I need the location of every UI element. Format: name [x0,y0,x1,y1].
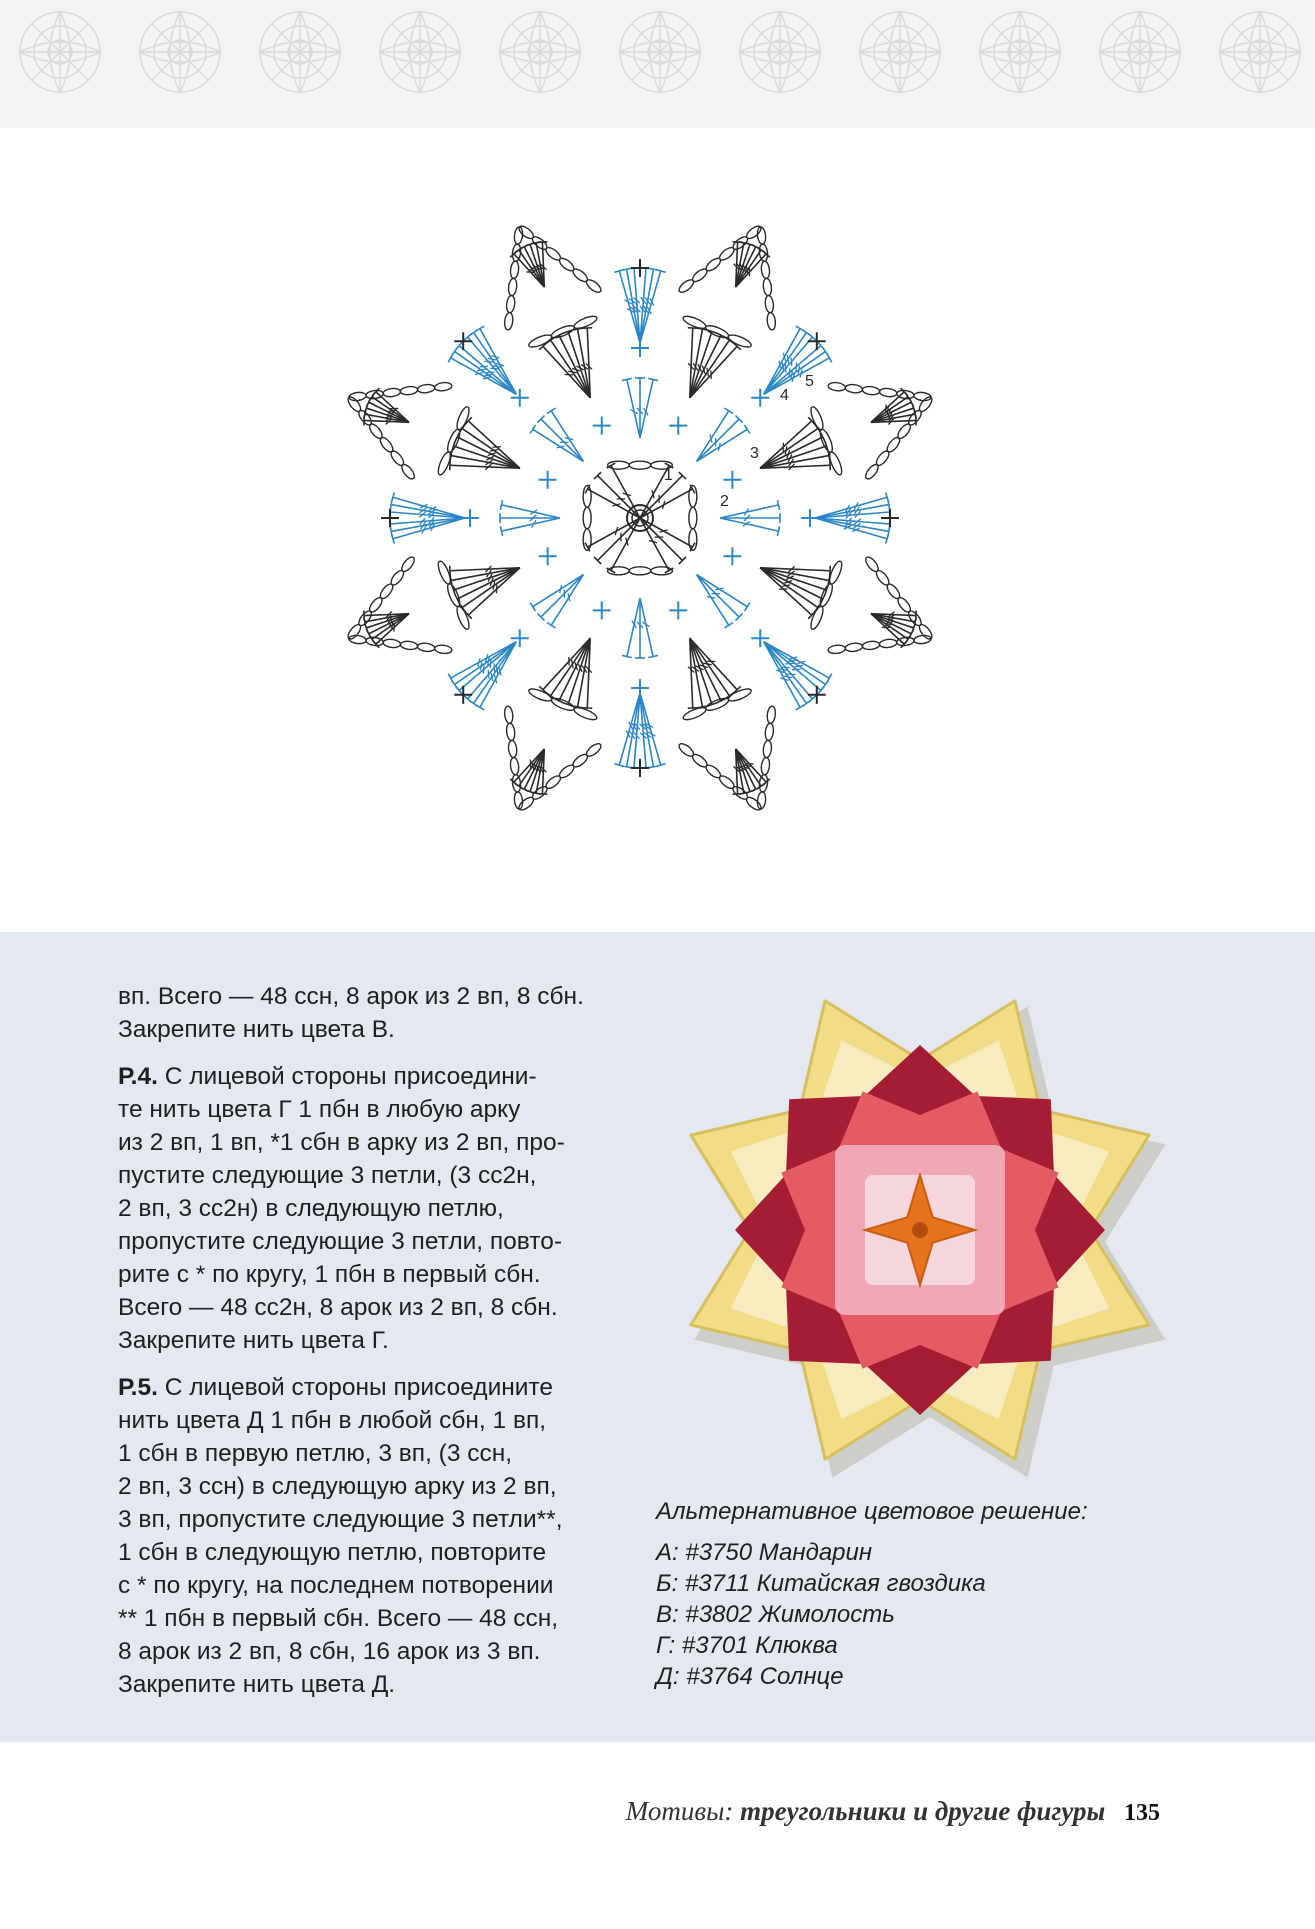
color-item: А: #3750 Мандарин [656,1539,873,1566]
text-line: 1 сбн в следующую петлю, повторите [118,1539,547,1566]
stitch-bar [490,450,498,452]
row3-tail [118,980,628,1046]
chain-stitch [677,741,695,758]
footer-topic: треугольники и другие фигуры [740,1796,1106,1826]
chain-stitch [862,386,880,396]
chain-stitch [845,642,863,652]
motif-center-hole [912,1222,928,1238]
chain-stitch [550,696,576,713]
chain-stitch [879,638,897,648]
chain-stitch [689,507,697,529]
row5-instructions [118,1371,628,1701]
stitch-stem [559,335,590,398]
stitch-bar [490,659,491,667]
stitch-stem [697,429,748,461]
stitch-bar [798,366,800,374]
chain-stitch [760,757,770,775]
chain-stitch [762,278,772,296]
chain-stitch [766,312,776,330]
chain-stitch [383,638,401,648]
stitch-top [745,602,750,610]
stitch-stem [760,437,823,468]
stitch-stem [640,379,653,438]
stitch-stem [533,429,584,461]
pattern-text [118,980,628,1715]
text-line: 3 вп, пропустите следующие 3 петли**, [118,1506,563,1533]
stitch-bar [488,670,489,678]
color-item: Г: #3701 Клюква [656,1632,838,1659]
chain-stitch [508,740,518,758]
stitch-bar [715,588,723,590]
stitch-stem [543,346,590,398]
stitch-bar [568,593,570,601]
chain-stitch [434,644,452,654]
stitch-top [500,526,502,536]
stitch-stem [627,598,640,657]
chain-stitch [704,696,730,713]
stitch-top [796,705,805,710]
chain-stitch [584,278,602,295]
stitch-bar [792,669,800,670]
chain-stitch [510,261,520,279]
chain-stitch [383,388,401,398]
stitch-bar [785,446,787,454]
stitch-bar [484,361,492,362]
stitch-bar [568,371,576,373]
stitch-top [530,425,535,433]
stitch-top [622,378,632,380]
stitch-bar [787,355,789,363]
chain-stitch [504,312,514,330]
stitch-stem [690,335,721,398]
chain-stitch [527,333,553,350]
stitch-top [622,655,632,657]
row-number-label: 3 [750,445,759,462]
text-line: С лицевой стороны присоедини- [157,1063,537,1090]
chain-stitch [508,278,518,296]
color-item: Д: #3764 Солнце [656,1663,844,1690]
stitch-top [448,674,453,683]
stitch-stem [551,411,583,462]
stitch-bar [781,667,789,668]
text-line: ** 1 пбн в первый сбн. Всего — 48 ссн, [118,1605,559,1632]
stitch-stem [457,568,520,599]
chain-stitch [455,405,472,431]
text-line: 8 арок из 2 вп, 8 сбн, 16 арок из 3 вп. [118,1638,541,1665]
text-line: 1 сбн в первую петлю, 3 вп, (3 ссн, [118,1440,513,1467]
text-line: пустите следующие 3 петли, (3 сс2н, [118,1162,537,1189]
text-line: Закрепите нить цвета Г. [118,1327,389,1354]
alternative-colors [656,1496,1176,1692]
chain-stitch [417,642,435,652]
stitch-stem [541,575,583,617]
stitch-bar [791,357,792,365]
row-number-label: 5 [805,373,814,390]
stitch-top [500,500,502,510]
stitch-stem [760,568,812,615]
text-line: вп. Всего — 48 ссн, 8 арок из 2 вп, 8 сбн. [118,983,584,1010]
text-line: 2 вп, 3 сс2н) в следующую петлю, [118,1195,504,1222]
chain-stitch [879,388,897,398]
stitch-stem [543,638,590,690]
stitch-stem [551,575,583,626]
stitch-stem [468,421,520,468]
stitch-top [777,526,779,536]
stitch-bar [787,660,795,662]
stitch-stem [697,419,739,461]
stitch-bar [707,596,715,598]
stitch-bar [560,585,562,593]
text-line: те нить цвета Г 1 пбн в любую арку [118,1096,521,1123]
chain-stitch [809,605,826,631]
chain-stitch [863,462,880,480]
chain-stitch [762,740,772,758]
row-number-label: 4 [780,387,789,404]
stitch-bar [710,434,712,442]
text-line: Закрепите нить цвета В. [118,1016,395,1043]
stitch-bar [572,660,574,668]
stitch-top [724,623,732,628]
chain-stitch [828,644,846,654]
lace-ornament [0,0,1315,128]
row-number-label: 2 [720,493,729,510]
stitch-top [827,354,832,363]
stitch-bar [493,581,495,589]
stitch-stem [457,437,520,468]
chain-stitch [400,386,418,396]
stitch-stem [468,568,520,615]
crochet-chart [300,178,980,858]
chain-stitch [766,706,776,724]
stitch-bar [480,662,482,670]
stitch-bar [494,663,495,671]
stitch-bar [479,366,487,367]
chain-stitch [504,706,514,724]
chain-stitch [506,295,516,313]
stitch-bar [556,446,564,448]
stitch-stem [640,518,682,560]
stitch-stem [697,411,729,462]
stitch-bar [782,362,784,370]
stitch-bar [490,368,498,369]
stitch-top [648,378,658,380]
stitch-stem [533,575,584,607]
motif-photo [660,980,1180,1480]
stitch-stem [720,518,779,531]
chain-stitch [727,687,753,704]
stitch-top [530,602,535,610]
stitch-stem [501,505,560,518]
stitch-bar [483,665,484,673]
stitch-stem [598,518,640,560]
chain-stitch [818,428,835,454]
chain-stitch [550,323,576,340]
chain-stitch [818,582,835,608]
chain-stitch [809,405,826,431]
chain-stitch [845,384,863,394]
chain-stitch [434,382,452,392]
stitch-stem [697,575,739,617]
alternative-title: Альтернативное цветовое решение: [656,1498,1088,1525]
stitch-stem [690,638,737,690]
text-line: Всего — 48 сс2н, 8 арок из 2 вп, 8 сбн. [118,1294,558,1321]
stitch-top [648,655,658,657]
chain-stitch [510,757,520,775]
motif-photo-svg [660,980,1180,1480]
row4-instructions [118,1060,628,1357]
color-item: В: #3802 Жимолость [656,1601,895,1628]
stitch-stem [697,575,729,626]
text-line: из 2 вп, 1 вп, *1 сбн в арку из 2 вп, про- [118,1129,565,1156]
chain-stitch [400,640,418,650]
chain-stitch [417,384,435,394]
chain-stitch [828,382,846,392]
stitch-bar [565,438,573,440]
stitch-stem [559,638,590,701]
stitch-top [476,326,485,331]
text-line: нить цвета Д 1 пбн в любой сбн, 1 вп, [118,1407,547,1434]
footer-section: Мотивы: [625,1796,734,1826]
page-footer [540,1796,1160,1836]
text-line: с * по кругу, на последнем потворении [118,1572,554,1599]
stitch-bar [789,368,790,376]
chain-stitch [400,555,417,573]
page-number: 135 [1124,1800,1160,1826]
chain-stitch [764,295,774,313]
stitch-stem [760,568,823,599]
stitch-stem [690,638,721,701]
chain-stitch [764,723,774,741]
stitch-top [724,408,732,413]
chain-stitch [506,723,516,741]
stitch-stem [640,476,682,518]
stitch-bar [784,676,792,678]
chain-stitch [445,428,462,454]
stitch-stem [690,346,737,398]
stitch-top [745,425,750,433]
chain-stitch [455,605,472,631]
stitch-stem [697,575,748,607]
stitch-bar [707,368,709,376]
text-line: 2 вп, 3 ссн) в следующую арку из 2 вп, [118,1473,557,1500]
header-ornament-band [0,0,1315,128]
row-number-label: 1 [664,467,673,484]
crochet-chart-svg [300,178,980,858]
stitch-stem [598,476,640,518]
chain-stitch [704,323,730,340]
stitch-bar [703,663,711,665]
stitch-bar [491,673,493,681]
stitch-stem [760,421,812,468]
stitch-bar [496,665,498,673]
stitch-top [777,500,779,510]
stitch-bar [785,364,786,372]
stitch-top [547,408,555,413]
stitch-bar [486,372,494,373]
chain-stitch [760,261,770,279]
row5-label: Р.5. [118,1374,158,1401]
chain-stitch [527,687,553,704]
stitch-bar [785,663,793,664]
color-item: Б: #3711 Китайская гвоздика [656,1570,986,1597]
stitch-bar [477,369,485,371]
chain-stitch [629,461,651,469]
chain-stitch [862,640,880,650]
stitch-bar [488,358,496,360]
text-line: пропустите следующие 3 петли, повто- [118,1228,563,1255]
stitch-bar [718,443,720,451]
stitch-bar [795,665,803,667]
stitch-stem [541,419,583,461]
text-line: С лицевой стороны присоедините [157,1374,554,1401]
chain-stitch [445,582,462,608]
stitch-top [547,623,555,628]
chain-stitch [629,567,651,575]
stitch-bar [484,374,492,376]
stitch-bar [782,585,790,587]
text-line: рите с * по кругу, 1 пбн в первый сбн. [118,1261,541,1288]
stitch-bar [787,674,795,675]
text-line: Закрепите нить цвета Д. [118,1671,396,1698]
chain-stitch [583,507,591,529]
chain-stitch [727,333,753,350]
stitch-bar [796,362,797,370]
row4-label: Р.4. [118,1063,158,1090]
